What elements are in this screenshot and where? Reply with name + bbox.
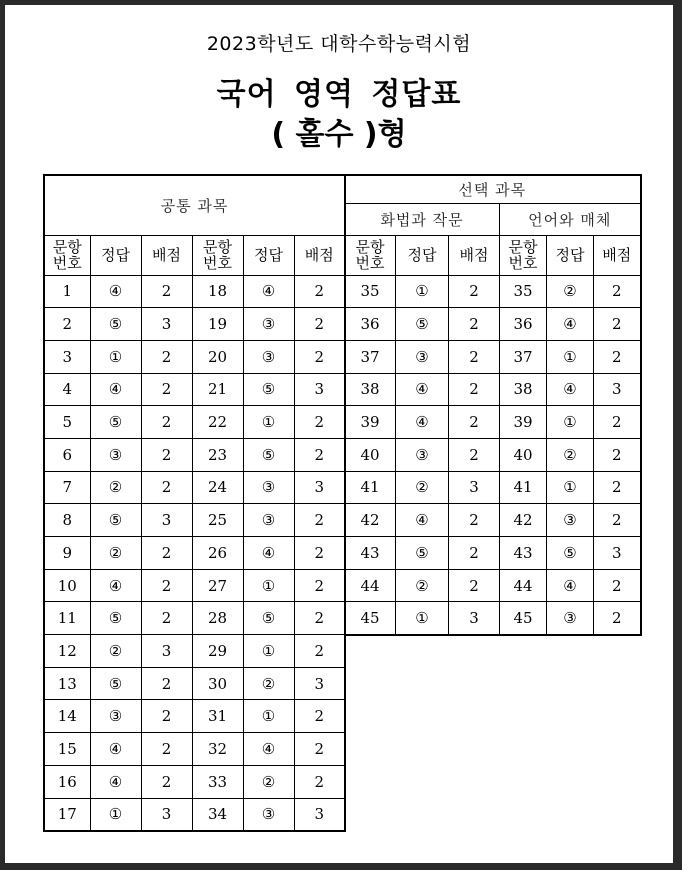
- question-number-cell: 22: [192, 406, 243, 439]
- question-number-cell: 5: [44, 406, 90, 439]
- points-cell: 2: [294, 635, 345, 668]
- question-number-cell: 43: [500, 537, 547, 570]
- points-cell: 3: [141, 504, 192, 537]
- question-number-cell: 35: [500, 275, 547, 308]
- question-number-cell: 28: [192, 602, 243, 635]
- question-number-cell: 43: [345, 537, 396, 570]
- question-number-cell: 44: [345, 569, 396, 602]
- answer-cell: ②: [547, 275, 594, 308]
- points-cell: 2: [141, 569, 192, 602]
- common-answer-row: [44, 569, 345, 602]
- points-cell: 3: [141, 635, 192, 668]
- question-number-cell: 23: [192, 438, 243, 471]
- elective-language-media-header: 언어와 매체: [500, 203, 641, 235]
- question-number-cell: 12: [44, 635, 90, 668]
- answer-cell: ⑤: [243, 602, 294, 635]
- answer-cell: ①: [396, 602, 449, 635]
- question-number-cell: 39: [345, 406, 396, 439]
- column-header-answer: 정답: [243, 235, 294, 275]
- question-number-cell: 41: [345, 471, 396, 504]
- answer-cell: ⑤: [396, 537, 449, 570]
- question-number-cell: 33: [192, 765, 243, 798]
- question-number-cell: 10: [44, 569, 90, 602]
- answer-cell: ③: [243, 504, 294, 537]
- answer-cell: ②: [90, 537, 141, 570]
- points-cell: 2: [294, 308, 345, 341]
- elective-column-header-row: [345, 235, 641, 275]
- points-cell: 2: [594, 438, 641, 471]
- answer-cell: ④: [243, 537, 294, 570]
- question-number-cell: 9: [44, 537, 90, 570]
- question-number-cell: 13: [44, 667, 90, 700]
- question-number-cell: 19: [192, 308, 243, 341]
- question-number-cell: 20: [192, 340, 243, 373]
- points-cell: 2: [594, 275, 641, 308]
- question-number-cell: 2: [44, 308, 90, 341]
- question-number-cell: 14: [44, 700, 90, 733]
- points-cell: 2: [141, 700, 192, 733]
- elective-answer-row: [345, 537, 641, 570]
- points-cell: 2: [141, 471, 192, 504]
- answer-cell: ①: [547, 340, 594, 373]
- answer-cell: ④: [396, 373, 449, 406]
- question-number-cell: 42: [500, 504, 547, 537]
- column-header-number: 문항 번호: [44, 235, 90, 275]
- points-cell: 2: [141, 765, 192, 798]
- question-number-cell: 6: [44, 438, 90, 471]
- points-cell: 2: [141, 406, 192, 439]
- exam-title: 2023학년도 대학수학능력시험: [206, 33, 472, 55]
- question-number-cell: 30: [192, 667, 243, 700]
- answer-cell: ④: [396, 504, 449, 537]
- question-number-cell: 26: [192, 537, 243, 570]
- common-answer-row: [44, 504, 345, 537]
- points-cell: 3: [594, 373, 641, 406]
- points-cell: 2: [449, 406, 500, 439]
- column-header-number: 문항 번호: [500, 235, 547, 275]
- common-answer-row: [44, 798, 345, 831]
- answer-cell: ①: [243, 569, 294, 602]
- elective-answer-row: [345, 602, 641, 635]
- points-cell: 2: [594, 406, 641, 439]
- answer-cell: ①: [90, 340, 141, 373]
- question-number-cell: 44: [500, 569, 547, 602]
- points-cell: 2: [594, 602, 641, 635]
- common-answer-row: [44, 438, 345, 471]
- answer-cell: ④: [90, 275, 141, 308]
- question-number-cell: 35: [345, 275, 396, 308]
- common-answer-row: [44, 340, 345, 373]
- question-number-cell: 31: [192, 700, 243, 733]
- answer-cell: ⑤: [90, 406, 141, 439]
- answer-cell: ③: [243, 798, 294, 831]
- answer-cell: ①: [547, 471, 594, 504]
- question-number-cell: 21: [192, 373, 243, 406]
- question-number-cell: 39: [500, 406, 547, 439]
- points-cell: 2: [594, 308, 641, 341]
- elective-answer-row: [345, 406, 641, 439]
- answer-cell: ①: [243, 700, 294, 733]
- question-number-cell: 38: [500, 373, 547, 406]
- common-answer-table: [43, 174, 346, 832]
- points-cell: 2: [449, 308, 500, 341]
- question-number-cell: 32: [192, 733, 243, 766]
- points-cell: 2: [141, 340, 192, 373]
- points-cell: 3: [141, 308, 192, 341]
- answer-cell: ④: [90, 373, 141, 406]
- points-cell: 3: [449, 602, 500, 635]
- points-cell: 2: [294, 569, 345, 602]
- answer-cell: ④: [547, 569, 594, 602]
- points-cell: 2: [594, 569, 641, 602]
- points-cell: 2: [141, 373, 192, 406]
- question-number-cell: 8: [44, 504, 90, 537]
- subject-title: 국어 영역 정답표: [216, 77, 462, 112]
- points-cell: 2: [294, 504, 345, 537]
- points-cell: 3: [449, 471, 500, 504]
- points-cell: 2: [141, 537, 192, 570]
- answer-cell: ③: [547, 504, 594, 537]
- answer-cell: ①: [396, 275, 449, 308]
- points-cell: 2: [449, 438, 500, 471]
- common-answer-row: [44, 700, 345, 733]
- answer-cell: ②: [90, 635, 141, 668]
- answer-cell: ⑤: [90, 602, 141, 635]
- question-number-cell: 4: [44, 373, 90, 406]
- answer-cell: ②: [396, 471, 449, 504]
- question-number-cell: 42: [345, 504, 396, 537]
- points-cell: 2: [449, 340, 500, 373]
- column-header-points: 배점: [141, 235, 192, 275]
- common-answer-row: [44, 733, 345, 766]
- question-number-cell: 36: [500, 308, 547, 341]
- points-cell: 2: [449, 275, 500, 308]
- question-number-cell: 40: [500, 438, 547, 471]
- question-number-cell: 7: [44, 471, 90, 504]
- common-answer-row: [44, 471, 345, 504]
- question-number-cell: 16: [44, 765, 90, 798]
- common-answer-row: [44, 406, 345, 439]
- question-number-cell: 11: [44, 602, 90, 635]
- points-cell: 2: [449, 537, 500, 570]
- elective-answer-row: [345, 438, 641, 471]
- column-header-number: 문항 번호: [192, 235, 243, 275]
- question-number-cell: 1: [44, 275, 90, 308]
- points-cell: 2: [294, 602, 345, 635]
- answer-cell: ③: [396, 340, 449, 373]
- answer-cell: ④: [243, 733, 294, 766]
- answer-cell: ⑤: [396, 308, 449, 341]
- points-cell: 2: [594, 504, 641, 537]
- points-cell: 2: [141, 275, 192, 308]
- question-number-cell: 45: [345, 602, 396, 635]
- common-answer-row: [44, 537, 345, 570]
- points-cell: 2: [294, 765, 345, 798]
- elective-answer-row: [345, 340, 641, 373]
- answer-cell: ①: [90, 798, 141, 831]
- elective-answer-row: [345, 471, 641, 504]
- answer-cell: ③: [90, 700, 141, 733]
- question-number-cell: 18: [192, 275, 243, 308]
- answer-cell: ①: [243, 406, 294, 439]
- points-cell: 3: [294, 798, 345, 831]
- elective-answer-row: [345, 308, 641, 341]
- question-number-cell: 41: [500, 471, 547, 504]
- points-cell: 2: [141, 733, 192, 766]
- elective-answer-row: [345, 504, 641, 537]
- elective-speech-writing-header: 화법과 작문: [345, 203, 500, 235]
- elective-section-header: 선택 과목: [345, 175, 641, 203]
- answer-cell: ②: [90, 471, 141, 504]
- points-cell: 2: [141, 602, 192, 635]
- answer-cell: ⑤: [90, 504, 141, 537]
- elective-answer-row: [345, 373, 641, 406]
- answer-cell: ④: [90, 569, 141, 602]
- question-number-cell: 15: [44, 733, 90, 766]
- answer-cell: ⑤: [90, 308, 141, 341]
- common-answer-row: [44, 765, 345, 798]
- answer-cell: ①: [243, 635, 294, 668]
- question-number-cell: 3: [44, 340, 90, 373]
- answer-cell: ②: [243, 765, 294, 798]
- points-cell: 2: [294, 275, 345, 308]
- answer-cell: ④: [396, 406, 449, 439]
- column-header-answer: 정답: [396, 235, 449, 275]
- points-cell: 2: [294, 438, 345, 471]
- question-number-cell: 40: [345, 438, 396, 471]
- points-cell: 2: [294, 700, 345, 733]
- points-cell: 3: [141, 798, 192, 831]
- points-cell: 2: [449, 569, 500, 602]
- answer-cell: ⑤: [243, 438, 294, 471]
- answer-cell: ④: [547, 373, 594, 406]
- common-answer-row: [44, 667, 345, 700]
- question-number-cell: 24: [192, 471, 243, 504]
- answer-key-page: [5, 5, 673, 863]
- answer-cell: ②: [243, 667, 294, 700]
- points-cell: 2: [294, 340, 345, 373]
- points-cell: 2: [141, 667, 192, 700]
- common-section-header: 공통 과목: [44, 175, 345, 235]
- question-number-cell: 36: [345, 308, 396, 341]
- answer-cell: ④: [90, 765, 141, 798]
- answer-cell: ⑤: [243, 373, 294, 406]
- points-cell: 2: [594, 340, 641, 373]
- column-header-number: 문항 번호: [345, 235, 396, 275]
- question-number-cell: 29: [192, 635, 243, 668]
- common-answer-row: [44, 275, 345, 308]
- common-answer-row: [44, 635, 345, 668]
- points-cell: 2: [294, 537, 345, 570]
- points-cell: 3: [294, 471, 345, 504]
- points-cell: 3: [294, 373, 345, 406]
- points-cell: 3: [294, 667, 345, 700]
- points-cell: 3: [594, 537, 641, 570]
- column-header-answer: 정답: [547, 235, 594, 275]
- common-answer-row: [44, 373, 345, 406]
- points-cell: 2: [594, 471, 641, 504]
- answer-cell: ④: [90, 733, 141, 766]
- answer-cell: ②: [396, 569, 449, 602]
- answer-cell: ④: [547, 308, 594, 341]
- points-cell: 2: [294, 406, 345, 439]
- question-number-cell: 27: [192, 569, 243, 602]
- points-cell: 2: [141, 438, 192, 471]
- points-cell: 2: [449, 373, 500, 406]
- common-column-header-row: [44, 235, 345, 275]
- answer-cell: ④: [243, 275, 294, 308]
- question-number-cell: 37: [345, 340, 396, 373]
- question-number-cell: 17: [44, 798, 90, 831]
- question-number-cell: 25: [192, 504, 243, 537]
- elective-answer-row: [345, 569, 641, 602]
- answer-cell: ②: [547, 438, 594, 471]
- question-number-cell: 34: [192, 798, 243, 831]
- form-type: ( 홀수 )형: [271, 117, 407, 152]
- question-number-cell: 45: [500, 602, 547, 635]
- column-header-answer: 정답: [90, 235, 141, 275]
- answer-cell: ③: [243, 471, 294, 504]
- common-answer-row: [44, 602, 345, 635]
- points-cell: 2: [294, 733, 345, 766]
- answer-cell: ①: [547, 406, 594, 439]
- column-header-points: 배점: [294, 235, 345, 275]
- elective-answer-row: [345, 275, 641, 308]
- answer-cell: ⑤: [90, 667, 141, 700]
- column-header-points: 배점: [449, 235, 500, 275]
- answer-cell: ⑤: [547, 537, 594, 570]
- answer-cell: ③: [243, 308, 294, 341]
- question-number-cell: 37: [500, 340, 547, 373]
- common-answer-row: [44, 308, 345, 341]
- answer-cell: ③: [243, 340, 294, 373]
- elective-answer-table: [344, 174, 642, 636]
- column-header-points: 배점: [594, 235, 641, 275]
- question-number-cell: 38: [345, 373, 396, 406]
- points-cell: 2: [449, 504, 500, 537]
- answer-cell: ③: [547, 602, 594, 635]
- answer-cell: ③: [396, 438, 449, 471]
- answer-cell: ③: [90, 438, 141, 471]
